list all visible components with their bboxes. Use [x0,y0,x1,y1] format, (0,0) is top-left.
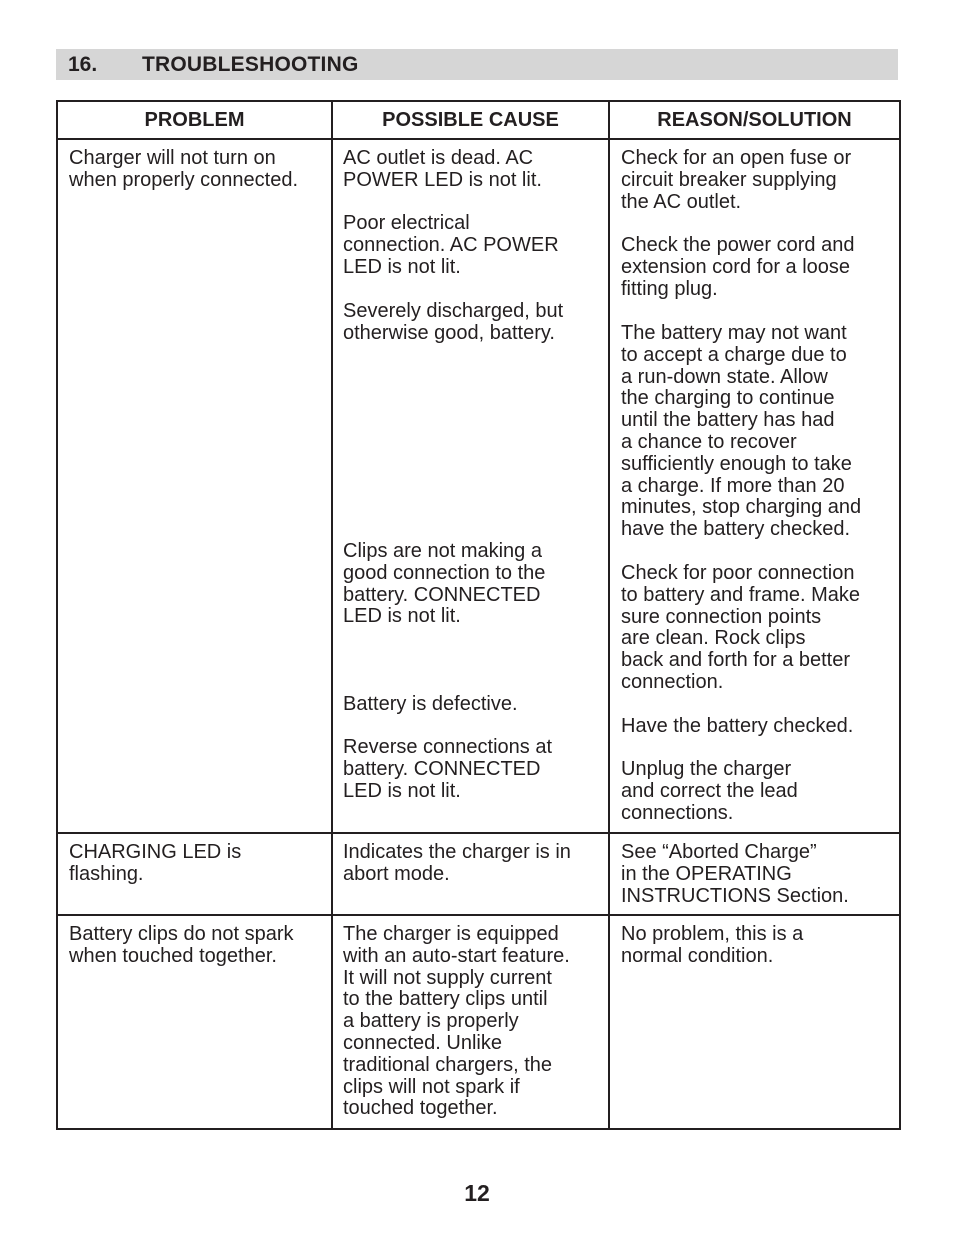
header-problem: PROBLEM [57,101,332,139]
header-reason-solution: REASON/SOLUTION [609,101,900,139]
problem-text: CHARGING LED is flashing. [69,841,242,885]
cause-cell [332,833,609,915]
cause-cell [332,915,609,1129]
troubleshooting-table [56,100,901,1130]
section-header-bar [56,49,898,80]
solution-text: Unplug the charger and correct the lead connections. [621,758,798,824]
cause-text: Severely discharged, but otherwise good, battery. [343,300,564,344]
section-number: 16. [68,53,98,76]
problem-text: Charger will not turn on when properly connected. [69,147,299,191]
cause-text: Battery is defective. [343,693,518,715]
header-possible-cause: POSSIBLE CAUSE [332,101,609,139]
solution-text: The battery may not want to accept a charge due to a run-down state. Allow the charging to continue until the battery has had a chance to recover sufficiently enough to take a charge. If more than 20 minutes, stop charging and have the battery checked. [621,322,862,541]
problem-text: Battery clips do not spark when touched together. [69,923,294,967]
solution-text: Check for poor connection to battery and frame. Make sure connection points are clean. Rock clips back and forth for a better connection. [621,562,861,693]
solution-cell [609,833,900,915]
solution-text: Have the battery checked. [621,715,854,737]
solution-cell [609,915,900,1129]
cause-text: Indicates the charger is in abort mode. [343,841,571,885]
cause-text: AC outlet is dead. AC POWER LED is not lit. [343,147,542,191]
solution-cell [609,139,900,833]
cause-text: Clips are not making a good connection to the battery. CONNECTED LED is not lit. [343,540,546,628]
solution-text: Check the power cord and extension cord for a loose fitting plug. [621,234,855,300]
table-header-row [57,101,900,139]
page-number: 12 [464,1180,490,1206]
table-row [57,833,900,915]
solution-text: See “Aborted Charge” in the OPERATING INSTRUCTIONS Section. [621,841,849,907]
table-row [57,915,900,1129]
cause-text: Reverse connections at battery. CONNECTED LED is not lit. [343,736,553,802]
cause-cell [332,139,609,833]
cause-text: The charger is equipped with an auto-start feature. It will not supply current to the battery clips until a battery is properly connected. Unlike traditional chargers, the clips will not spark if touched together. [343,923,570,1120]
problem-cell [57,915,332,1129]
section-title: TROUBLESHOOTING [142,53,359,76]
solution-text: No problem, this is a normal condition. [621,923,804,967]
problem-cell [57,139,332,833]
table-row [57,139,900,833]
problem-cell [57,833,332,915]
cause-text: Poor electrical connection. AC POWER LED is not lit. [343,212,559,278]
solution-text: Check for an open fuse or circuit breaker supplying the AC outlet. [621,147,852,213]
